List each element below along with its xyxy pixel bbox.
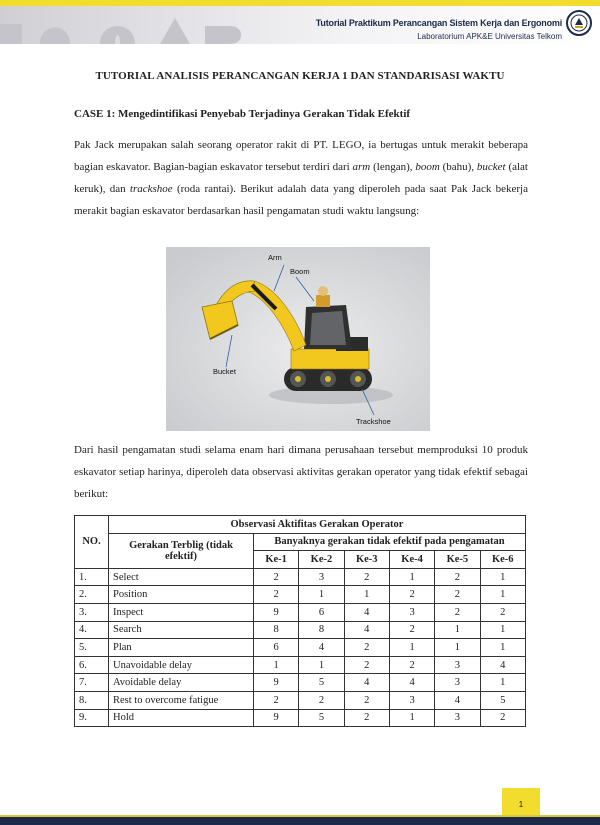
row-count-value: 2 xyxy=(389,621,434,639)
row-activity: Search xyxy=(109,621,254,639)
table-caption-row xyxy=(75,516,526,534)
header-day: Ke-5 xyxy=(435,551,480,569)
row-count-value: 2 xyxy=(254,568,299,586)
row-count-value: 2 xyxy=(254,586,299,604)
table-body xyxy=(75,568,526,726)
table-row xyxy=(75,709,526,727)
intro-text-3: (bahu), xyxy=(439,161,477,173)
row-number: 1. xyxy=(75,568,109,586)
row-count-value: 1 xyxy=(480,568,525,586)
observation-table xyxy=(74,515,526,727)
row-count-value: 3 xyxy=(435,656,480,674)
row-count-value: 3 xyxy=(299,568,344,586)
table-row xyxy=(75,586,526,604)
row-activity: Rest to overcome fatigue xyxy=(109,691,254,709)
table-row xyxy=(75,603,526,621)
row-count-value: 2 xyxy=(480,603,525,621)
row-count-value: 2 xyxy=(389,656,434,674)
table-row xyxy=(75,621,526,639)
intro-text-5: (roda rantai). Berikut adalah data yang diperoleh pada saat Pak Jack bekerja merakit bagian eskavator berdasarkan hasil pengamatan studi waktu langsung: xyxy=(74,183,528,217)
row-count-value: 3 xyxy=(389,603,434,621)
row-count-value: 1 xyxy=(299,586,344,604)
row-count-value: 1 xyxy=(435,621,480,639)
table-caption: Observasi Aktifitas Gerakan Operator xyxy=(109,516,526,534)
row-count-value: 8 xyxy=(254,621,299,639)
row-count-value: 6 xyxy=(299,603,344,621)
row-count-value: 2 xyxy=(389,586,434,604)
row-count-value: 2 xyxy=(480,709,525,727)
header-watermark-shapes xyxy=(0,6,300,44)
intro-text-2: (lengan), xyxy=(370,161,416,173)
row-number: 8. xyxy=(75,691,109,709)
row-count-value: 4 xyxy=(435,691,480,709)
header-day: Ke-3 xyxy=(344,551,389,569)
row-activity: Hold xyxy=(109,709,254,727)
figure-label-bucket: Bucket xyxy=(213,367,236,376)
row-activity: Position xyxy=(109,586,254,604)
table-row xyxy=(75,568,526,586)
figure-label-trackshoe: Trackshoe xyxy=(356,417,391,426)
intro-text-1: Pak Jack merupakan salah seorang operator rakit di PT. LEGO, ia bertugas untuk merakit beberapa bagian eskavator. Bagian-bagian eskavator tersebut terdiri dari xyxy=(74,139,528,173)
observation-paragraph: Dari hasil pengamatan studi selama enam hari dimana perusahaan tersebut memproduksi 10 produk eskavator setiap harinya, diperoleh data observasi aktivitas gerakan operator yang tidak efektif sebagai berikut: xyxy=(74,444,528,500)
row-count-value: 4 xyxy=(344,621,389,639)
row-number: 7. xyxy=(75,674,109,692)
row-count-value: 1 xyxy=(480,621,525,639)
row-count-value: 3 xyxy=(435,674,480,692)
row-count-value: 4 xyxy=(480,656,525,674)
row-count-value: 5 xyxy=(480,691,525,709)
row-count-value: 1 xyxy=(480,639,525,657)
row-count-value: 2 xyxy=(344,656,389,674)
header-day: Ke-6 xyxy=(480,551,525,569)
row-count-value: 2 xyxy=(254,691,299,709)
header-count: Banyaknya gerakan tidak efektif pada pengamatan xyxy=(254,533,526,551)
row-number: 4. xyxy=(75,621,109,639)
row-count-value: 2 xyxy=(299,691,344,709)
figure-label-arm: Arm xyxy=(268,253,282,262)
page-header xyxy=(0,6,600,44)
table-header-row xyxy=(75,533,526,551)
case-heading: CASE 1: Mengedintifikasi Penyebab Terjadinya Gerakan Tidak Efektif xyxy=(74,108,411,120)
row-count-value: 3 xyxy=(389,691,434,709)
header-day: Ke-1 xyxy=(254,551,299,569)
header-day: Ke-4 xyxy=(389,551,434,569)
row-count-value: 6 xyxy=(254,639,299,657)
document-title: TUTORIAL ANALISIS PERANCANGAN KERJA 1 DAN STANDARISASI WAKTU xyxy=(95,70,505,82)
table-row xyxy=(75,656,526,674)
row-number: 9. xyxy=(75,709,109,727)
row-activity: Select xyxy=(109,568,254,586)
term-boom: boom xyxy=(415,161,440,173)
term-bucket: bucket xyxy=(476,161,506,173)
row-count-value: 5 xyxy=(299,709,344,727)
row-number: 3. xyxy=(75,603,109,621)
row-count-value: 1 xyxy=(389,709,434,727)
row-count-value: 2 xyxy=(344,691,389,709)
page-number: 1 xyxy=(518,800,524,809)
row-number: 2. xyxy=(75,586,109,604)
page-number-box xyxy=(502,788,540,816)
row-number: 6. xyxy=(75,656,109,674)
header-lab-course: Tutorial Praktikum Perancangan Sistem Kerja dan Ergonomi xyxy=(315,18,562,28)
row-count-value: 1 xyxy=(344,586,389,604)
row-count-value: 1 xyxy=(389,639,434,657)
row-number: 5. xyxy=(75,639,109,657)
row-activity: Avoidable delay xyxy=(109,674,254,692)
row-count-value: 2 xyxy=(435,568,480,586)
intro-text-4: (alat keruk), dan xyxy=(74,161,528,195)
row-count-value: 1 xyxy=(254,656,299,674)
row-count-value: 2 xyxy=(344,568,389,586)
header-activity: Gerakan Terblig (tidak efektif) xyxy=(109,533,254,568)
row-activity: Inspect xyxy=(109,603,254,621)
header-no: NO. xyxy=(75,516,109,569)
header-day: Ke-2 xyxy=(299,551,344,569)
row-count-value: 2 xyxy=(344,639,389,657)
row-count-value: 2 xyxy=(435,586,480,604)
row-count-value: 1 xyxy=(299,656,344,674)
row-count-value: 1 xyxy=(435,639,480,657)
table-row xyxy=(75,639,526,657)
figure-label-boom: Boom xyxy=(290,267,310,276)
row-activity: Unavoidable delay xyxy=(109,656,254,674)
row-count-value: 8 xyxy=(299,621,344,639)
footer-accent-line xyxy=(0,815,600,817)
excavator-figure xyxy=(166,247,430,431)
term-trackshoe: trackshoe xyxy=(129,183,173,195)
intro-paragraph xyxy=(74,134,528,222)
row-count-value: 4 xyxy=(389,674,434,692)
term-arm: arm xyxy=(352,161,371,173)
row-count-value: 2 xyxy=(435,603,480,621)
row-count-value: 1 xyxy=(480,674,525,692)
row-count-value: 1 xyxy=(389,568,434,586)
row-count-value: 9 xyxy=(254,709,299,727)
row-count-value: 4 xyxy=(344,603,389,621)
row-count-value: 4 xyxy=(344,674,389,692)
row-count-value: 1 xyxy=(480,586,525,604)
row-count-value: 9 xyxy=(254,674,299,692)
university-seal-icon xyxy=(566,10,592,36)
header-lab-name: Laboratorium APK&E Universitas Telkom xyxy=(417,32,562,41)
row-activity: Plan xyxy=(109,639,254,657)
row-count-value: 4 xyxy=(299,639,344,657)
row-count-value: 9 xyxy=(254,603,299,621)
row-count-value: 2 xyxy=(344,709,389,727)
table-row xyxy=(75,691,526,709)
table-row xyxy=(75,674,526,692)
row-count-value: 3 xyxy=(435,709,480,727)
row-count-value: 5 xyxy=(299,674,344,692)
